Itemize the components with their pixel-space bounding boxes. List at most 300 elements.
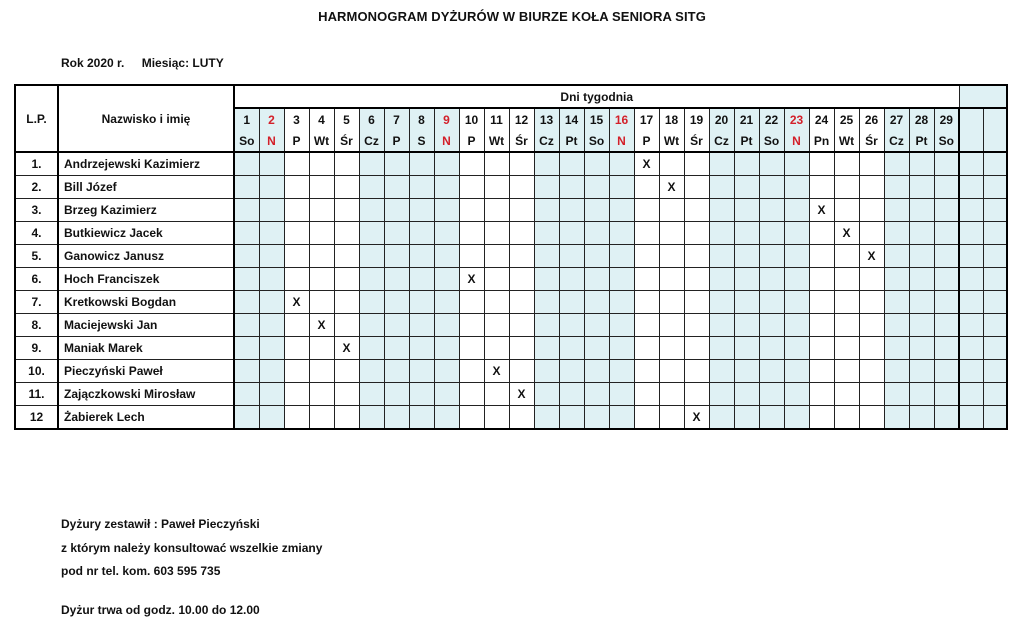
duty-cell — [384, 314, 409, 337]
duty-cell — [684, 199, 709, 222]
day-number: 3 — [284, 108, 309, 130]
duty-cell — [759, 268, 784, 291]
duty-cell — [584, 383, 609, 406]
duty-cell — [709, 222, 734, 245]
duty-cell — [534, 383, 559, 406]
duty-cell — [359, 199, 384, 222]
duty-cell — [259, 176, 284, 199]
member-name: Brzeg Kazimierz — [58, 199, 234, 222]
row-number: 12 — [15, 406, 58, 430]
duty-cell — [934, 152, 959, 176]
day-number: 5 — [334, 108, 359, 130]
day-abbrev: Cz — [534, 130, 559, 152]
duty-cell — [459, 406, 484, 430]
duty-cell — [509, 245, 534, 268]
row-number: 11. — [15, 383, 58, 406]
table-row — [15, 406, 1007, 430]
extra-day-header — [959, 108, 983, 152]
day-number: 12 — [509, 108, 534, 130]
day-number: 2 — [259, 108, 284, 130]
duty-cell — [484, 176, 509, 199]
extra-day-header — [983, 108, 1007, 152]
member-name: Ganowicz Janusz — [58, 245, 234, 268]
row-number: 9. — [15, 337, 58, 360]
day-abbrev: Wt — [834, 130, 859, 152]
duty-cell — [709, 337, 734, 360]
duty-cell — [234, 314, 259, 337]
duty-cell — [484, 291, 509, 314]
table-row — [15, 199, 1007, 222]
duty-cell — [234, 337, 259, 360]
member-name: Bill Józef — [58, 176, 234, 199]
duty-cell — [609, 314, 634, 337]
day-abbrev: P — [634, 130, 659, 152]
duty-cell — [684, 337, 709, 360]
duty-cell — [309, 222, 334, 245]
duty-cell — [284, 222, 309, 245]
duty-cell — [534, 360, 559, 383]
duty-cell — [609, 152, 634, 176]
duty-cell — [434, 199, 459, 222]
duty-cell — [859, 222, 884, 245]
duty-cell — [409, 314, 434, 337]
duty-cell — [409, 360, 434, 383]
duty-cell — [759, 152, 784, 176]
duty-cell — [509, 222, 534, 245]
duty-cell — [834, 152, 859, 176]
duty-cell — [834, 337, 859, 360]
duty-cell — [809, 268, 834, 291]
duty-cell — [259, 383, 284, 406]
duty-cell — [234, 245, 259, 268]
duty-cell — [284, 406, 309, 430]
duty-cell — [384, 383, 409, 406]
duty-cell — [259, 222, 284, 245]
day-abbrev: Wt — [659, 130, 684, 152]
duty-cell — [334, 222, 359, 245]
duty-cell — [584, 222, 609, 245]
table-row — [15, 268, 1007, 291]
duty-cell — [234, 268, 259, 291]
duty-cell — [809, 222, 834, 245]
duty-cell — [709, 245, 734, 268]
duty-cell — [909, 245, 934, 268]
duty-cell — [859, 360, 884, 383]
duty-cell — [409, 406, 434, 430]
duty-cell — [609, 337, 634, 360]
duty-cell — [859, 268, 884, 291]
duty-cell — [634, 199, 659, 222]
member-name: Maciejewski Jan — [58, 314, 234, 337]
duty-cell — [484, 337, 509, 360]
duty-cell — [784, 245, 809, 268]
duty-cell — [834, 406, 859, 430]
day-number: 13 — [534, 108, 559, 130]
day-number: 20 — [709, 108, 734, 130]
duty-cell — [634, 383, 659, 406]
member-name: Pieczyński Paweł — [58, 360, 234, 383]
extra-cell — [983, 291, 1007, 314]
duty-cell — [559, 406, 584, 430]
day-number: 6 — [359, 108, 384, 130]
duty-cell — [609, 245, 634, 268]
duty-cell — [409, 268, 434, 291]
day-abbrev: Śr — [859, 130, 884, 152]
duty-cell — [284, 245, 309, 268]
duty-cell — [934, 222, 959, 245]
duty-cell — [584, 337, 609, 360]
duty-cell — [334, 291, 359, 314]
duty-cell — [659, 268, 684, 291]
day-abbrev: Pt — [734, 130, 759, 152]
duty-cell — [584, 176, 609, 199]
duty-cell — [309, 360, 334, 383]
duty-cell — [684, 268, 709, 291]
duty-cell — [309, 337, 334, 360]
duty-cell — [309, 199, 334, 222]
duty-cell — [359, 152, 384, 176]
duty-cell — [309, 176, 334, 199]
month-label: Miesiąc: LUTY — [141, 56, 224, 70]
day-number: 24 — [809, 108, 834, 130]
duty-cell — [684, 245, 709, 268]
duty-cell — [509, 176, 534, 199]
duty-cell — [634, 314, 659, 337]
extra-cell — [959, 314, 983, 337]
duty-cell — [809, 176, 834, 199]
duty-cell — [534, 314, 559, 337]
duty-cell — [659, 222, 684, 245]
duty-cell — [234, 406, 259, 430]
day-abbrev: P — [459, 130, 484, 152]
duty-cell — [809, 360, 834, 383]
duty-cell — [659, 152, 684, 176]
duty-cell — [884, 222, 909, 245]
duty-cell — [359, 222, 384, 245]
day-abbrev: Cz — [884, 130, 909, 152]
duty-cell — [884, 268, 909, 291]
duty-cell — [334, 314, 359, 337]
duty-cell — [259, 268, 284, 291]
duty-cell — [509, 360, 534, 383]
duty-cell — [434, 152, 459, 176]
duty-mark: X — [484, 360, 509, 383]
day-abbrev: S — [409, 130, 434, 152]
duty-cell — [859, 152, 884, 176]
duty-cell — [534, 337, 559, 360]
duty-cell — [384, 245, 409, 268]
duty-cell — [434, 383, 459, 406]
duty-cell — [634, 245, 659, 268]
extra-cell — [983, 222, 1007, 245]
duty-cell — [734, 383, 759, 406]
duty-cell — [534, 199, 559, 222]
duty-cell — [559, 337, 584, 360]
duty-cell — [634, 291, 659, 314]
duty-cell — [409, 199, 434, 222]
duty-cell — [434, 176, 459, 199]
duty-cell — [634, 268, 659, 291]
duty-cell — [709, 314, 734, 337]
extra-cell — [959, 268, 983, 291]
duty-cell — [609, 291, 634, 314]
duty-cell — [559, 268, 584, 291]
days-caption: Dni tygodnia — [234, 85, 959, 108]
duty-cell — [559, 360, 584, 383]
duty-cell — [584, 314, 609, 337]
duty-cell — [909, 199, 934, 222]
duty-cell — [759, 383, 784, 406]
duty-cell — [359, 360, 384, 383]
day-number: 8 — [409, 108, 434, 130]
duty-cell — [459, 176, 484, 199]
duty-cell — [584, 152, 609, 176]
duty-cell — [809, 406, 834, 430]
row-number: 8. — [15, 314, 58, 337]
duty-cell — [234, 199, 259, 222]
day-number: 14 — [559, 108, 584, 130]
duty-cell — [259, 360, 284, 383]
duty-cell — [284, 337, 309, 360]
duty-cell — [734, 199, 759, 222]
duty-cell — [259, 245, 284, 268]
duty-cell — [634, 406, 659, 430]
day-abbrev: N — [609, 130, 634, 152]
table-row — [15, 152, 1007, 176]
table-row — [15, 222, 1007, 245]
duty-cell — [484, 314, 509, 337]
day-number: 18 — [659, 108, 684, 130]
duty-cell — [759, 176, 784, 199]
duty-cell — [884, 291, 909, 314]
duty-cell — [284, 360, 309, 383]
duty-cell — [309, 152, 334, 176]
day-abbrev: Pt — [909, 130, 934, 152]
duty-cell — [334, 383, 359, 406]
name-header: Nazwisko i imię — [58, 85, 234, 152]
duty-mark: X — [809, 199, 834, 222]
duty-cell — [859, 383, 884, 406]
member-name: Żabierek Lech — [58, 406, 234, 430]
duty-cell — [834, 291, 859, 314]
day-number: 22 — [759, 108, 784, 130]
duty-cell — [559, 152, 584, 176]
duty-cell — [784, 383, 809, 406]
duty-cell — [309, 268, 334, 291]
duty-cell — [934, 268, 959, 291]
duty-cell — [384, 222, 409, 245]
duty-cell — [609, 383, 634, 406]
duty-cell — [459, 314, 484, 337]
duty-cell — [634, 222, 659, 245]
day-abbrev: Śr — [684, 130, 709, 152]
duty-cell — [434, 406, 459, 430]
duty-cell — [234, 222, 259, 245]
row-number: 3. — [15, 199, 58, 222]
day-abbrev: N — [434, 130, 459, 152]
duty-cell — [309, 406, 334, 430]
duty-cell — [784, 152, 809, 176]
day-abbrev: P — [384, 130, 409, 152]
duty-cell — [259, 314, 284, 337]
duty-cell — [934, 314, 959, 337]
duty-cell — [359, 406, 384, 430]
duty-cell — [434, 222, 459, 245]
duty-cell — [934, 245, 959, 268]
duty-cell — [359, 337, 384, 360]
extra-cell — [983, 360, 1007, 383]
day-abbrev: Pt — [559, 130, 584, 152]
duty-cell — [409, 291, 434, 314]
duty-cell — [934, 199, 959, 222]
year-label: Rok 2020 r. — [61, 56, 125, 70]
duty-cell — [509, 268, 534, 291]
member-name: Zajączkowski Mirosław — [58, 383, 234, 406]
duty-cell — [759, 199, 784, 222]
duty-cell — [409, 245, 434, 268]
duty-cell — [884, 314, 909, 337]
duty-cell — [734, 314, 759, 337]
duty-cell — [334, 406, 359, 430]
duty-cell — [859, 176, 884, 199]
day-number: 26 — [859, 108, 884, 130]
duty-cell — [434, 314, 459, 337]
duty-cell — [609, 268, 634, 291]
duty-cell — [684, 314, 709, 337]
duty-cell — [659, 337, 684, 360]
duty-cell — [759, 406, 784, 430]
duty-cell — [509, 291, 534, 314]
duty-cell — [534, 245, 559, 268]
duty-cell — [459, 199, 484, 222]
day-number: 19 — [684, 108, 709, 130]
day-number: 16 — [609, 108, 634, 130]
duty-cell — [684, 291, 709, 314]
duty-cell — [834, 314, 859, 337]
duty-cell — [609, 199, 634, 222]
duty-cell — [459, 152, 484, 176]
extra-header — [959, 85, 1007, 108]
row-number: 10. — [15, 360, 58, 383]
duty-cell — [709, 268, 734, 291]
table-row — [15, 337, 1007, 360]
duty-cell — [934, 406, 959, 430]
duty-cell — [709, 360, 734, 383]
duty-cell — [784, 337, 809, 360]
extra-cell — [983, 314, 1007, 337]
day-abbrev: Wt — [309, 130, 334, 152]
duty-cell — [309, 383, 334, 406]
duty-cell — [334, 268, 359, 291]
duty-cell — [459, 245, 484, 268]
day-abbrev: So — [234, 130, 259, 152]
duty-cell — [459, 383, 484, 406]
duty-cell — [584, 245, 609, 268]
duty-cell — [884, 152, 909, 176]
duty-cell — [634, 337, 659, 360]
duty-cell — [609, 222, 634, 245]
duty-cell — [559, 291, 584, 314]
extra-cell — [959, 360, 983, 383]
duty-cell — [784, 291, 809, 314]
day-abbrev: N — [784, 130, 809, 152]
duty-cell — [234, 360, 259, 383]
duty-cell — [559, 176, 584, 199]
duty-cell — [909, 152, 934, 176]
duty-cell — [784, 314, 809, 337]
duty-cell — [859, 199, 884, 222]
duty-cell — [809, 383, 834, 406]
duty-cell — [684, 383, 709, 406]
table-row — [15, 360, 1007, 383]
duty-cell — [884, 176, 909, 199]
footer-hours: Dyżur trwa od godz. 10.00 do 12.00 — [61, 603, 260, 617]
extra-cell — [983, 245, 1007, 268]
day-abbrev: Cz — [709, 130, 734, 152]
duty-cell — [659, 291, 684, 314]
duty-cell — [834, 199, 859, 222]
member-name: Andrzejewski Kazimierz — [58, 152, 234, 176]
duty-cell — [509, 337, 534, 360]
duty-cell — [809, 245, 834, 268]
page-title: HARMONOGRAM DYŻURÓW W BIURZE KOŁA SENIORA SITG — [318, 9, 706, 24]
extra-cell — [959, 199, 983, 222]
duty-cell — [684, 176, 709, 199]
day-abbrev: Śr — [334, 130, 359, 152]
duty-cell — [384, 152, 409, 176]
duty-cell — [559, 222, 584, 245]
duty-cell — [809, 152, 834, 176]
duty-cell — [659, 360, 684, 383]
duty-cell — [259, 337, 284, 360]
duty-cell — [909, 291, 934, 314]
duty-cell — [509, 406, 534, 430]
duty-cell — [909, 360, 934, 383]
duty-cell — [884, 383, 909, 406]
duty-cell — [684, 152, 709, 176]
day-number: 1 — [234, 108, 259, 130]
period-info — [61, 56, 238, 70]
duty-cell — [784, 406, 809, 430]
duty-cell — [734, 268, 759, 291]
duty-cell — [434, 291, 459, 314]
duty-cell — [509, 314, 534, 337]
duty-cell — [534, 291, 559, 314]
duty-cell — [384, 291, 409, 314]
day-abbrev: Wt — [484, 130, 509, 152]
schedule-table — [14, 84, 1008, 430]
row-number: 6. — [15, 268, 58, 291]
duty-cell — [284, 152, 309, 176]
duty-cell — [909, 176, 934, 199]
duty-cell — [584, 291, 609, 314]
duty-cell — [659, 383, 684, 406]
duty-cell — [409, 383, 434, 406]
duty-cell — [609, 360, 634, 383]
duty-cell — [709, 199, 734, 222]
duty-cell — [734, 291, 759, 314]
day-number: 25 — [834, 108, 859, 130]
duty-cell — [909, 383, 934, 406]
duty-cell — [734, 222, 759, 245]
duty-cell — [509, 152, 534, 176]
duty-cell — [584, 360, 609, 383]
duty-cell — [759, 337, 784, 360]
duty-cell — [334, 360, 359, 383]
duty-cell — [559, 199, 584, 222]
duty-cell — [384, 268, 409, 291]
footer-compiled-by: Dyżury zestawił : Paweł Pieczyński — [61, 517, 260, 531]
